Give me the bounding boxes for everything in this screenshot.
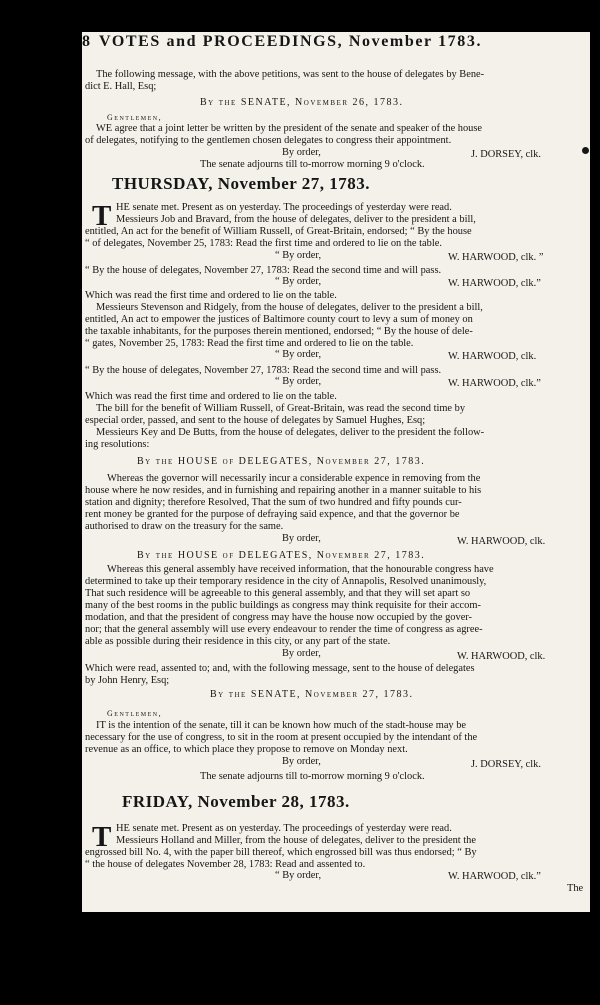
text-line: Which was read the first time and ordered to lie on the table. <box>85 290 337 301</box>
by-order: By order, <box>282 648 321 659</box>
text-line: Messieurs Key and De Butts, from the house of delegates, deliver to the president the follow- <box>96 427 485 438</box>
text-line: especial order, passed, and sent to the house of delegates by Samuel Hughes, Esq; <box>85 415 426 426</box>
text-line: house where he now resides, and in furnishing and repairing another in a manner suitable to his <box>85 485 482 496</box>
by-order: “ By order, <box>275 376 322 387</box>
text-line: necessary for the use of congress, to sit in the room at present occupied by the intendant of the <box>85 732 478 743</box>
by-order: “ By order, <box>275 349 322 360</box>
adjournment: The senate adjourns till to-morrow morning 9 o'clock. <box>200 771 425 782</box>
text-line: HE senate met. Present as on yesterday. The proceedings of yesterday were read. <box>116 823 452 834</box>
text-line: Which were read, assented to; and, with the following message, sent to the house of delegates <box>85 663 475 674</box>
day-heading-thursday: THURSDAY, November 27, 1783. <box>112 174 371 193</box>
text-line: Which was read the first time and ordered to lie on the table. <box>85 391 337 402</box>
signature-clerk: W. HARWOOD, clk. <box>457 651 546 662</box>
text-line: of delegates, notifying to the gentlemen chosen delegates to congress their appointment. <box>85 135 452 146</box>
by-order: “ By order, <box>275 276 322 287</box>
text-line: Messieurs Holland and Miller, from the house of delegates, deliver to the president the <box>116 835 476 846</box>
text-line: entitled, An act to empower the justices of Baltimore county court to levy a sum of money on <box>85 314 473 325</box>
senate-heading: By the SENATE, November 26, 1783. <box>200 97 404 108</box>
by-order: “ By order, <box>275 250 322 261</box>
text-line: modation, and that the president of congress may have the house now occupied by the gover- <box>85 612 473 623</box>
text-line: IT is the intention of the senate, till it can be known how much of the stadt-house may be <box>96 720 467 731</box>
text-line: Messieurs Job and Bravard, from the house of delegates, deliver to the president a bill, <box>116 214 476 225</box>
text-line: the taxable inhabitants, for the purposes therein mentioned, endorsed; “ By the house of dele- <box>85 326 473 337</box>
signature-clerk: W. HARWOOD, clk. ” <box>448 252 544 263</box>
text-line: Messieurs Stevenson and Ridgely, from the house of delegates, deliver to the president a bill, <box>96 302 483 313</box>
text-line: WE agree that a joint letter be written by the president of the senate and speaker of the house <box>96 123 483 134</box>
signature-clerk: W. HARWOOD, clk.” <box>448 871 541 882</box>
text-line: The bill for the benefit of William Russell, of Great-Britain, was read the second time by <box>96 403 466 414</box>
by-order: “ By order, <box>275 870 322 881</box>
by-order: By order, <box>282 533 321 544</box>
text-line: determined to take up their temporary residence in the city of Annapolis, Resolved unanimously, <box>85 576 487 587</box>
drop-cap: T <box>92 200 112 232</box>
text-line: “ By the house of delegates, November 27, 1783: Read the second time and will pass. <box>85 265 442 276</box>
text-line: The following message, with the above petitions, was sent to the house of delegates by Bene- <box>96 69 485 80</box>
text-line: “ of delegates, November 25, 1783: Read the first time and ordered to lie on the table. <box>85 238 442 249</box>
catchword: The <box>567 883 584 894</box>
document-page <box>82 32 590 912</box>
day-heading-friday: FRIDAY, November 28, 1783. <box>122 792 350 811</box>
text-line: HE senate met. Present as on yesterday. The proceedings of yesterday were read. <box>116 202 452 213</box>
drop-cap: T <box>92 821 112 853</box>
signature-clerk: J. DORSEY, clk. <box>471 759 541 770</box>
text-line: engrossed bill No. 4, with the paper bill thereof, which engrossed bill was thus endorsed; “ By <box>85 847 477 858</box>
text-line: by John Henry, Esq; <box>85 675 170 686</box>
ink-dot <box>582 147 589 154</box>
text-line: That such residence will be agreeable to this general assembly, and that they will set apart so <box>85 588 471 599</box>
delegates-heading: By the HOUSE of DELEGATES, November 27, 1783. <box>137 550 426 561</box>
text-line: Whereas the governor will necessarily incur a considerable expence in removing from the <box>107 473 481 484</box>
text-line: revenue as an office, to which place they propose to remove on Monday next. <box>85 744 408 755</box>
text-line: dict E. Hall, Esq; <box>85 81 157 92</box>
delegates-heading: By the HOUSE of DELEGATES, November 27, 1783. <box>137 456 426 467</box>
text-line: ing resolutions: <box>85 439 150 450</box>
running-head: VOTES and PROCEEDINGS, November 1783. <box>99 33 483 50</box>
text-line: many of the best rooms in the public buildings as congress may think requisite for their accom- <box>85 600 481 611</box>
signature-clerk: W. HARWOOD, clk. <box>448 351 537 362</box>
text-line: rent money be granted for the purpose of defraying said expence, and that the governor be <box>85 509 460 520</box>
text-line: “ gates, November 25, 1783: Read the first time and ordered to lie on the table. <box>85 338 414 349</box>
text-line: entitled, An act for the benefit of William Russell, of Great-Britain, endorsed; “ By the house <box>85 226 472 237</box>
signature-clerk: W. HARWOOD, clk.” <box>448 278 541 289</box>
text-line: Whereas this general assembly have received information, that the honourable congress have <box>107 564 494 575</box>
text-line: “ the house of delegates November 28, 1783: Read and assented to. <box>85 859 366 870</box>
text-line: station and dignity; therefore Resolved, That the sum of two hundred and fifty pounds cur- <box>85 497 462 508</box>
salutation: Gentlemen, <box>107 709 163 718</box>
adjournment: The senate adjourns till to-morrow morning 9 o'clock. <box>200 159 425 170</box>
text-line: able as possible during their residence in this city, or any part of the state. <box>85 636 391 647</box>
text-line: authorised to draw on the treasury for the same. <box>85 521 284 532</box>
page-number: 8 <box>82 33 92 50</box>
by-order: By order, <box>282 756 321 767</box>
text-line: “ By the house of delegates, November 27, 1783: Read the second time and will pass. <box>85 365 442 376</box>
signature-clerk: J. DORSEY, clk. <box>471 149 541 160</box>
senate-heading: By the SENATE, November 27, 1783. <box>210 689 414 700</box>
text-line: nor; that the general assembly will use every endeavour to render the time of congress as agree- <box>85 624 483 635</box>
salutation: Gentlemen, <box>107 113 163 122</box>
signature-clerk: W. HARWOOD, clk. <box>457 536 546 547</box>
by-order: By order, <box>282 147 321 158</box>
signature-clerk: W. HARWOOD, clk.” <box>448 378 541 389</box>
